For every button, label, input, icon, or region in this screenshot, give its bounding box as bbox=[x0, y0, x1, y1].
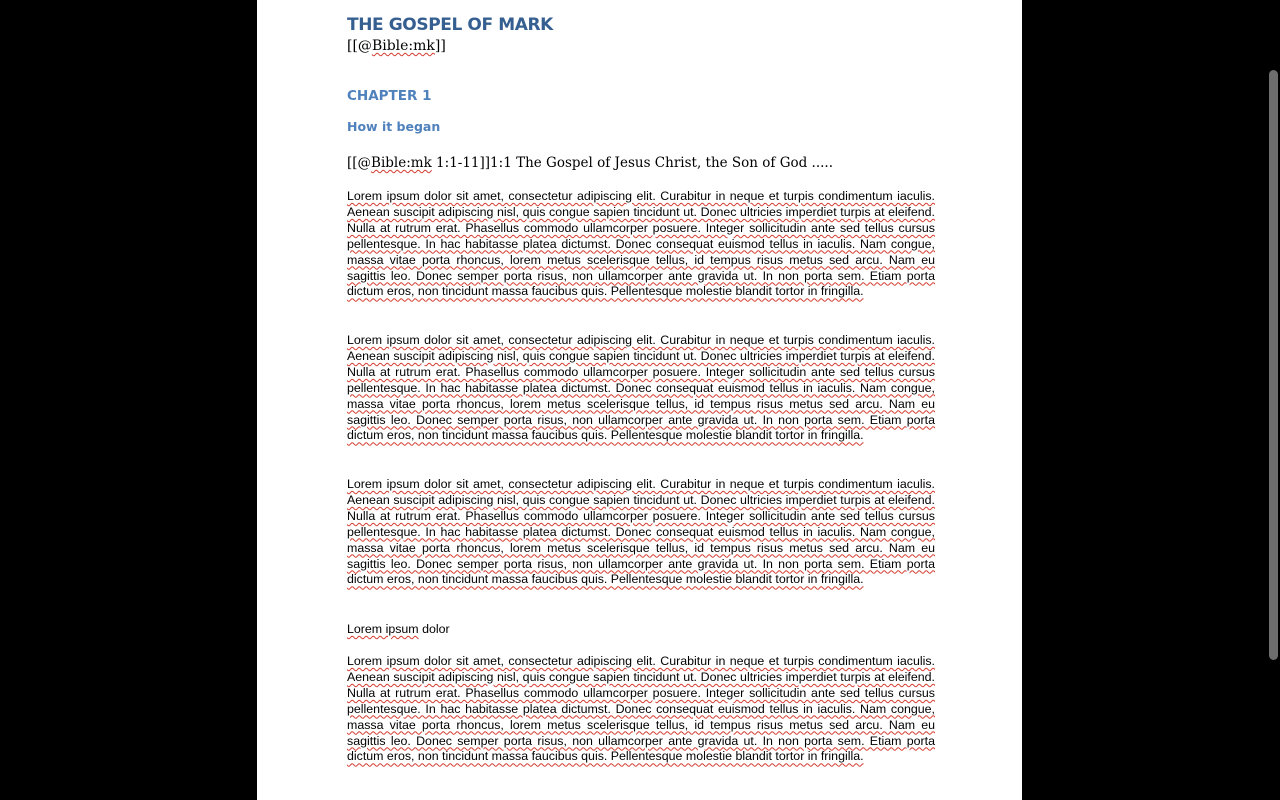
section-heading: How it began bbox=[347, 119, 441, 134]
verse-ref-word: Bible:mk bbox=[371, 155, 432, 171]
document-page[interactable] bbox=[257, 0, 1022, 800]
vertical-scrollbar[interactable] bbox=[1266, 0, 1280, 800]
short-line bbox=[347, 621, 450, 637]
verse-line bbox=[347, 153, 833, 173]
document-reference bbox=[347, 36, 935, 56]
paragraph-3: Lorem ipsum dolor sit amet, consectetur adipiscing elit. Curabitur in neque et turpis condimentum iaculis. Aenean suscipit adipiscing nisl, quis congue sapien tincidunt ut. Donec ultricies imperdiet turpis at eleifend. Nulla at rutrum erat. Phasellus commodo ullamcorper posuere. Integer sollicitudin ante sed tellus cursus pellentesque. In hac habitasse platea dictumst. Donec consequat euismod tellus in iaculis. Nam congue, massa vitae porta rhoncus, lorem metus scelerisque tellus, id tempus risus metus sed arcu. Nam eu sagittis leo. Donec semper porta risus, non ullamcorper ante gravida ut. In non porta sem. Etiam porta dictum eros, non tincidunt massa faucibus quis. Pellentesque molestie blandit tortor in fringilla. bbox=[347, 477, 935, 587]
paragraph-2: Lorem ipsum dolor sit amet, consectetur adipiscing elit. Curabitur in neque et turpis condimentum iaculis. Aenean suscipit adipiscing nisl, quis congue sapien tincidunt ut. Donec ultricies imperdiet turpis at eleifend. Nulla at rutrum erat. Phasellus commodo ullamcorper posuere. Integer sollicitudin ante sed tellus cursus pellentesque. In hac habitasse platea dictumst. Donec consequat euismod tellus in iaculis. Nam congue, massa vitae porta rhoncus, lorem metus scelerisque tellus, id tempus risus metus sed arcu. Nam eu sagittis leo. Donec semper porta risus, non ullamcorper ante gravida ut. In non porta sem. Etiam porta dictum eros, non tincidunt massa faucibus quis. Pellentesque molestie blandit tortor in fringilla. bbox=[347, 333, 935, 443]
verse-rest: 1:1-11]]1:1 The Gospel of Jesus Christ, the Son of God ..... bbox=[431, 155, 834, 171]
chapter-heading: CHAPTER 1 bbox=[347, 88, 432, 104]
short-line-rest: dolor bbox=[418, 622, 450, 636]
ref-suffix: ]] bbox=[434, 38, 446, 54]
paragraph-1: Lorem ipsum dolor sit amet, consectetur adipiscing elit. Curabitur in neque et turpis condimentum iaculis. Aenean suscipit adipiscing nisl, quis congue sapien tincidunt ut. Donec ultricies imperdiet turpis at eleifend. Nulla at rutrum erat. Phasellus commodo ullamcorper posuere. Integer sollicitudin ante sed tellus cursus pellentesque. In hac habitasse platea dictumst. Donec consequat euismod tellus in iaculis. Nam congue, massa vitae porta rhoncus, lorem metus scelerisque tellus, id tempus risus metus sed arcu. Nam eu sagittis leo. Donec semper porta risus, non ullamcorper ante gravida ut. In non porta sem. Etiam porta dictum eros, non tincidunt massa faucibus quis. Pellentesque molestie blandit tortor in fringilla. bbox=[347, 189, 935, 299]
paragraph-4: Lorem ipsum dolor sit amet, consectetur adipiscing elit. Curabitur in neque et turpis condimentum iaculis. Aenean suscipit adipiscing nisl, quis congue sapien tincidunt ut. Donec ultricies imperdiet turpis at eleifend. Nulla at rutrum erat. Phasellus commodo ullamcorper posuere. Integer sollicitudin ante sed tellus cursus pellentesque. In hac habitasse platea dictumst. Donec consequat euismod tellus in iaculis. Nam congue, massa vitae porta rhoncus, lorem metus scelerisque tellus, id tempus risus metus sed arcu. Nam eu sagittis leo. Donec semper porta risus, non ullamcorper ante gravida ut. In non porta sem. Etiam porta dictum eros, non tincidunt massa faucibus quis. Pellentesque molestie blandit tortor in fringilla. bbox=[347, 654, 935, 764]
document-title: THE GOSPEL OF MARK bbox=[347, 15, 553, 35]
short-line-marked: Lorem ipsum bbox=[347, 622, 419, 636]
scrollbar-thumb[interactable] bbox=[1269, 70, 1278, 660]
document-content bbox=[347, 14, 935, 764]
verse-prefix: [[@ bbox=[347, 155, 372, 171]
ref-word: Bible:mk bbox=[371, 38, 435, 54]
ref-prefix: [[@ bbox=[347, 38, 372, 54]
